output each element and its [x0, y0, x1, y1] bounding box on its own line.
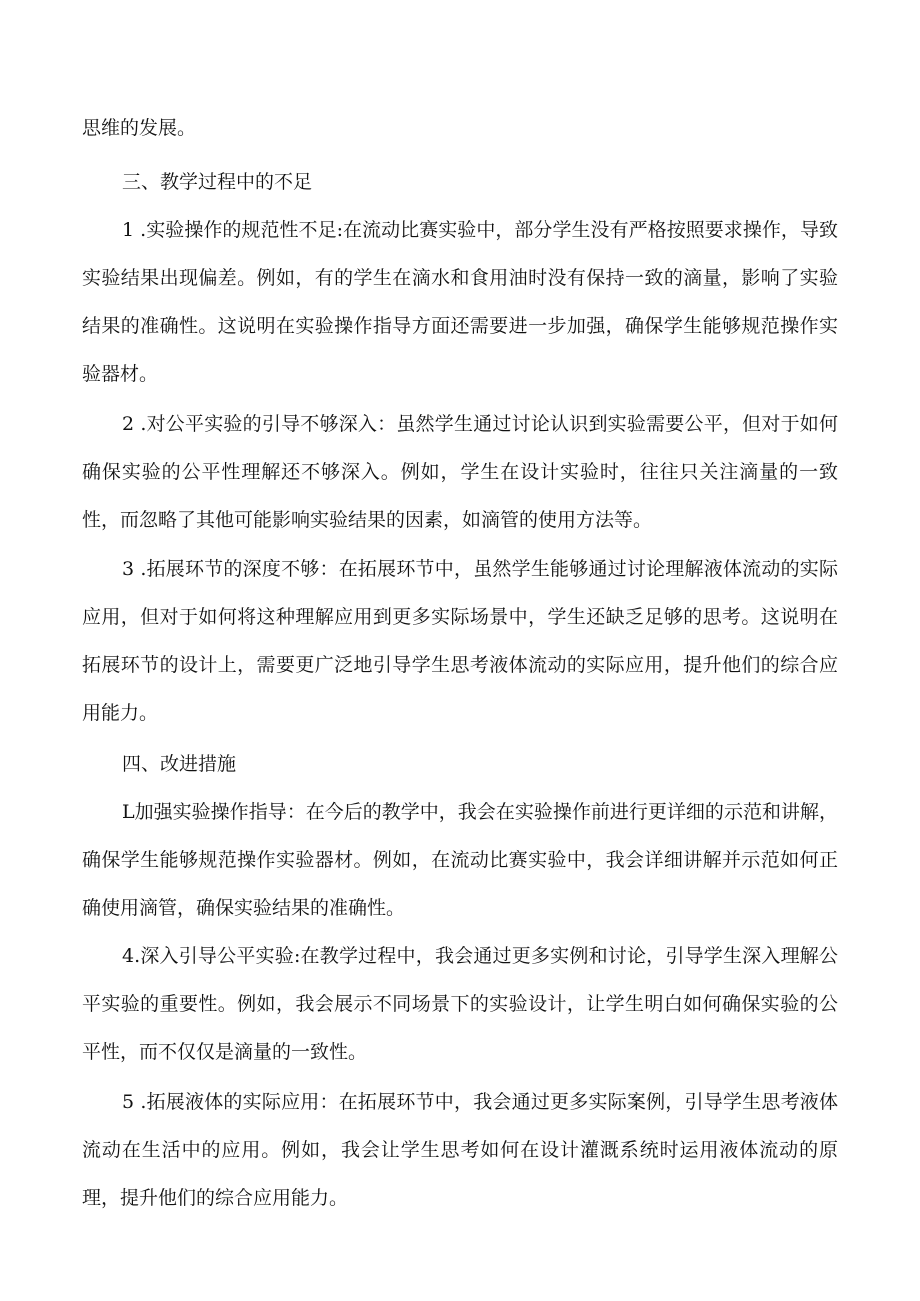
paragraph-item-3: 3 .拓展环节的深度不够：在拓展环节中，虽然学生能够通过讨论理解液体流动的实际应用，但对于如何将这种理解应用到更多实际场景中，学生还缺乏足够的思考。这说明在拓展环节的设计上，需要更广泛地引导学生思考液体流动的实际应用，提升他们的综合应用能力。: [82, 558, 838, 724]
paragraph-measure-2: 4.深入引导公平实验:在教学过程中，我会通过更多实例和讨论，引导学生深入理解公平实验的重要性。例如，我会展示不同场景下的实验设计，让学生明白如何确保实验的公平性，而不仅仅是滴量的一致性。: [82, 945, 838, 1063]
paragraph-measure-3: 5 .拓展液体的实际应用：在拓展环节中，我会通过更多实际案例，引导学生思考液体流动在生活中的应用。例如，我会让学生思考如何在设计灌溉系统时运用液体流动的原理，提升他们的综合应用能力。: [82, 1091, 838, 1209]
paragraph-item-2: 2 .对公平实验的引导不够深入：虽然学生通过讨论认识到实验需要公平，但对于如何确保实验的公平性理解还不够深入。例如，学生在设计实验时，往往只关注滴量的一致性，而忽略了其他可能影响实验结果的因素，如滴管的使用方法等。: [82, 413, 838, 531]
section-heading-shortcomings: 三、教学过程中的不足: [122, 171, 313, 193]
paragraph-continuation: 思维的发展。: [82, 117, 197, 139]
section-heading-improvements: 四、改进措施: [122, 753, 237, 775]
paragraph-measure-1: L加强实验操作指导：在今后的教学中，我会在实验操作前进行更详细的示范和讲解，确保学生能够规范操作实验器材。例如，在流动比赛实验中，我会详细讲解并示范如何正确使用滴管，确保实验结果的准确性。: [82, 801, 838, 919]
paragraph-item-1: 1 .实验操作的规范性不足:在流动比赛实验中，部分学生没有严格按照要求操作，导致实验结果出现偏差。例如，有的学生在滴水和食用油时没有保持一致的滴量，影响了实验结果的准确性。这说明在实验操作指导方面还需要进一步加强，确保学生能够规范操作实验器材。: [82, 219, 838, 385]
